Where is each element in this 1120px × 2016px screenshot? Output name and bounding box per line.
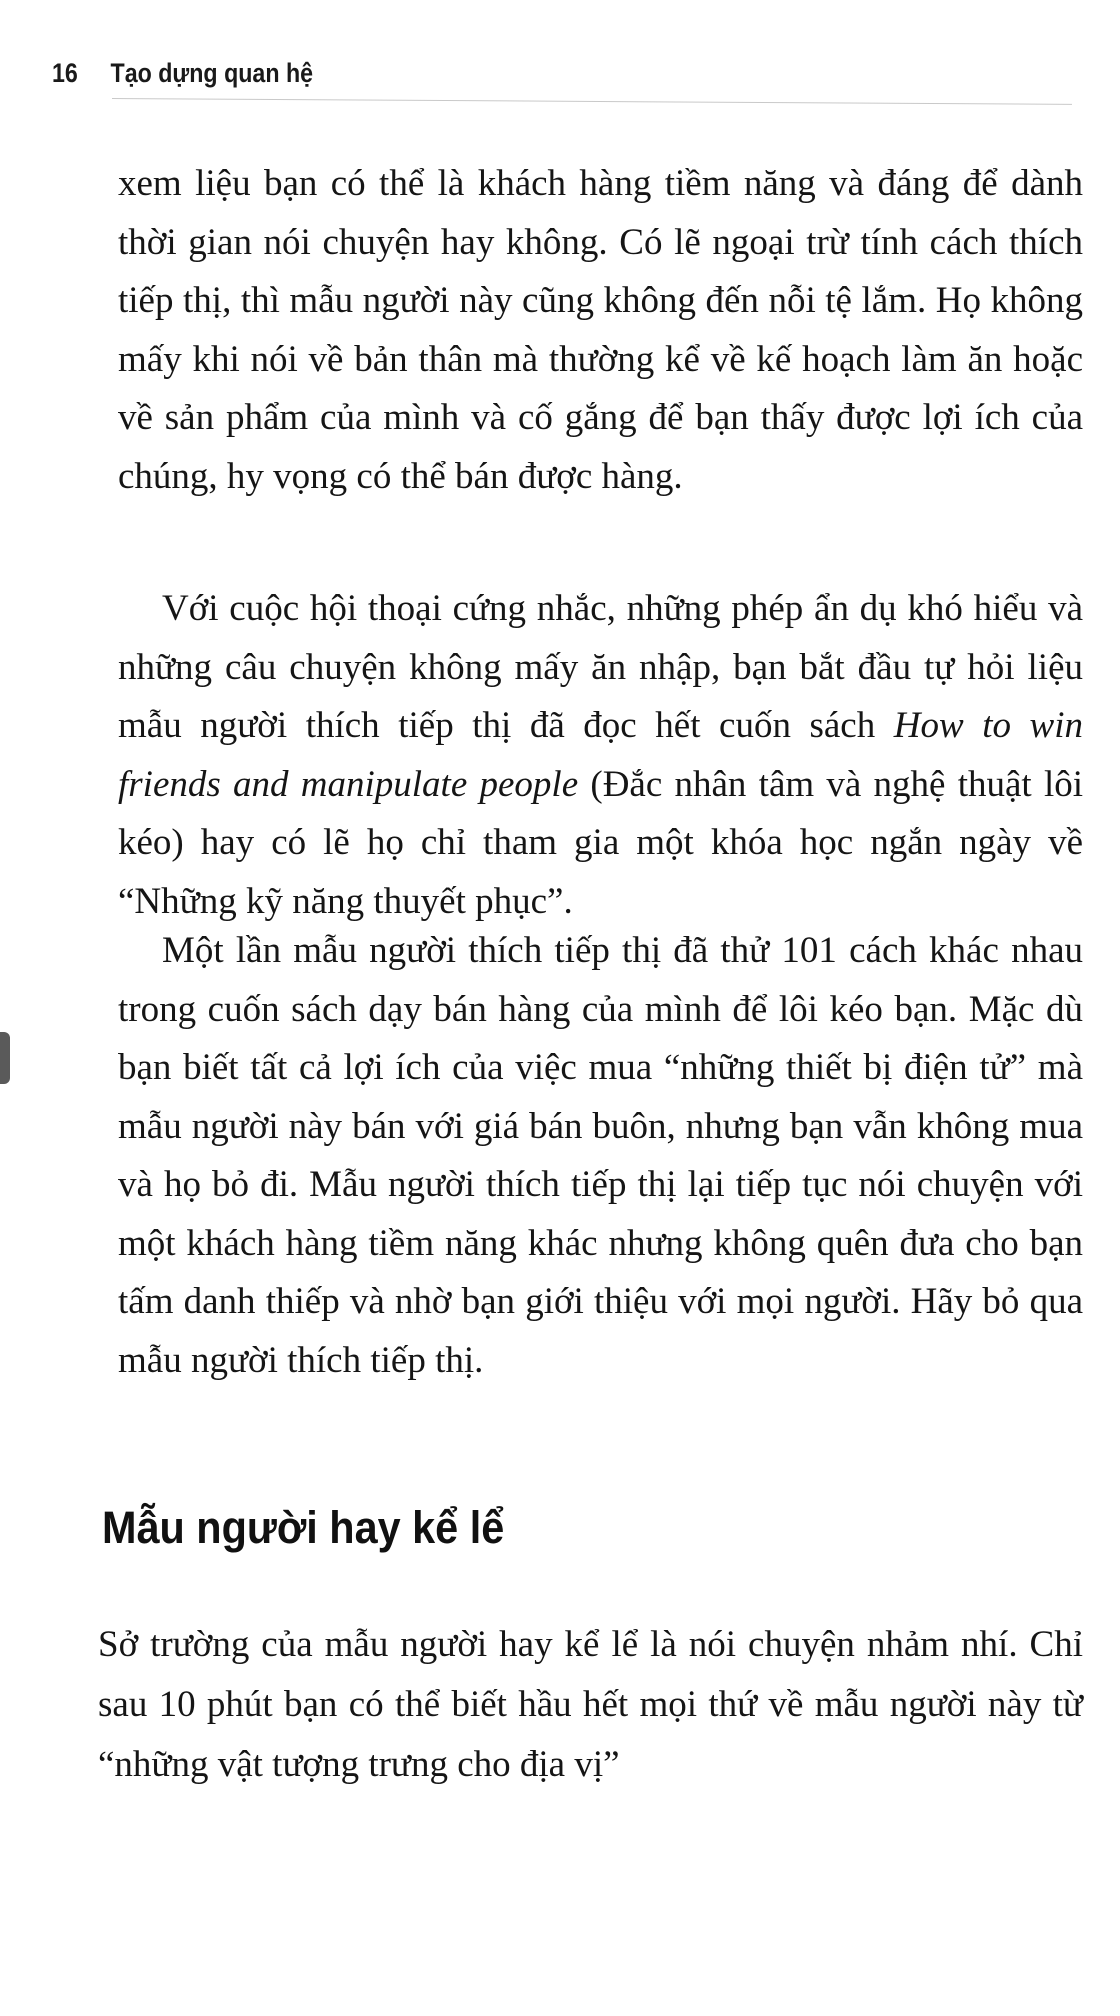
- section-paragraph: [98, 1615, 1083, 1795]
- paragraph-sales-attempt: [118, 922, 1083, 1390]
- paragraph-text: xem liệu bạn có thể là khách hàng tiềm năng và đáng để dành thời gian nói chuyện hay không. Có lẽ ngoại trừ tính cách thích tiếp thị, thì mẫu người này cũng không đến nỗi tệ lắm. Họ không mấy khi nói về bản thân mà thường kể về kế hoạch làm ăn hoặc về sản phẩm của mình và cố gắng để bạn thấy được lợi ích của chúng, hy vọng có thể bán được hàng.: [118, 163, 1083, 497]
- page-number: 16: [52, 58, 78, 88]
- paragraph-continued: [118, 155, 1083, 506]
- running-header: [52, 58, 313, 98]
- paragraph-text-after: (Đắc nhân tâm và nghệ thuật lôi kéo) hay có lẽ họ chỉ tham gia một khóa học ngắn ngày về “Những kỹ năng thuyết phục”.: [118, 763, 1083, 922]
- paragraph-text: Sở trường của mẫu người hay kể lể là nói chuyện nhảm nhí. Chỉ sau 10 phút bạn có thể biết hầu hết mọi thứ về mẫu người này từ “những vật tượng trưng cho địa vị”: [98, 1624, 1083, 1785]
- scan-margin-mark: [0, 1032, 10, 1084]
- paragraph-text: Một lần mẫu người thích tiếp thị đã thử 101 cách khác nhau trong cuốn sách dạy bán hàng của mình để lôi kéo bạn. Mặc dù bạn biết tất cả lợi ích của việc mua “những thiết bị điện tử” mà mẫu người này bán với giá bán buôn, nhưng bạn vẫn không mua và họ bỏ đi. Mẫu người thích tiếp thị lại tiếp tục nói chuyện với một khách hàng tiềm năng khác nhưng không quên đưa cho bạn tấm danh thiếp và nhờ bạn giới thiệu với mọi người. Hãy bỏ qua mẫu người thích tiếp thị.: [118, 930, 1083, 1381]
- header-rule: [112, 98, 1072, 105]
- running-title: Tạo dựng quan hệ: [110, 58, 314, 88]
- book-title-italic: How to win friends and manipulate people: [118, 705, 1084, 805]
- section-heading: Mẫu người hay kể lể: [102, 1502, 505, 1553]
- paragraph-text: [118, 580, 1083, 931]
- paragraph-book-reference: [118, 580, 1083, 931]
- paragraph-text-before: Với cuộc hội thoại cứng nhắc, những phép ẩn dụ khó hiểu và những câu chuyện không mấy ăn nhập, bạn bắt đầu tự hỏi liệu mẫu người thích tiếp thị đã đọc hết cuốn sách: [118, 588, 1083, 746]
